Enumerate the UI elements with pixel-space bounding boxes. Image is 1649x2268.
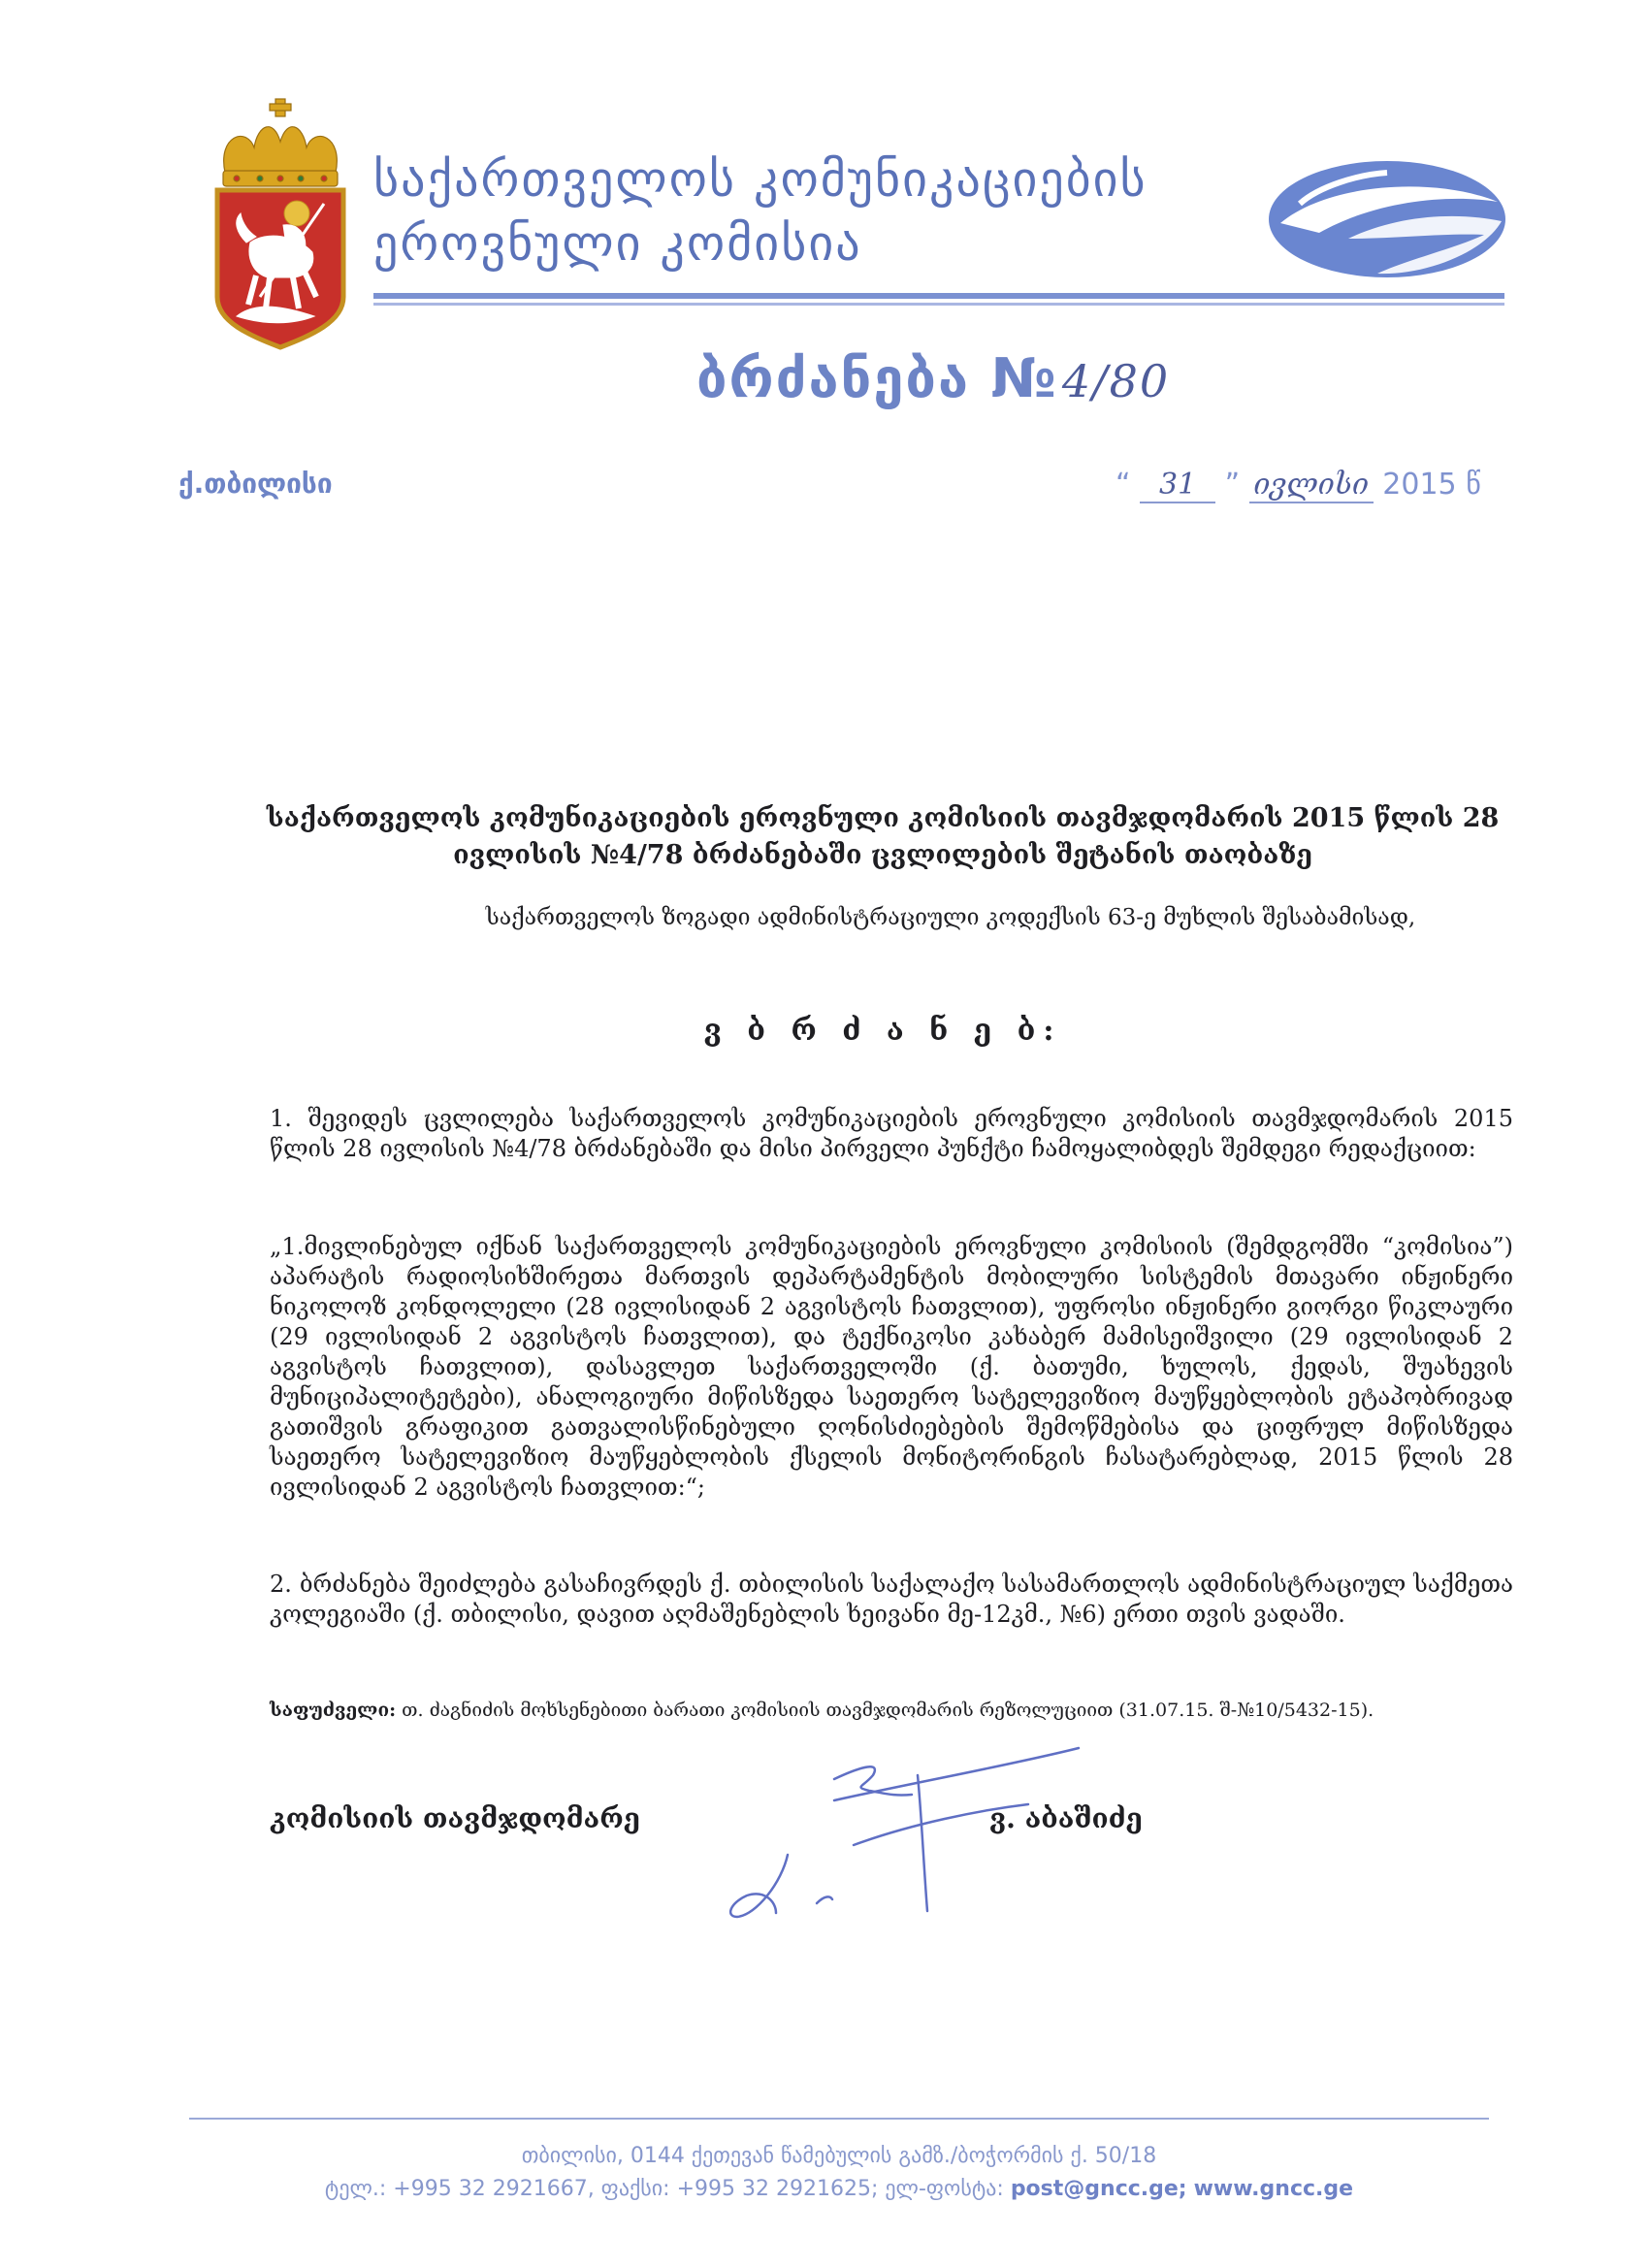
date-close-quote: ” xyxy=(1224,468,1241,502)
order-number: 4/80 xyxy=(1061,355,1171,407)
date-year: 2015 xyxy=(1382,468,1457,502)
date-day: 31 xyxy=(1140,468,1215,503)
date-line xyxy=(1116,468,1481,503)
legal-basis: საქართველოს ზოგადი ადმინისტრაციული კოდექსის 63-ე მუხლის შესაბამისად, xyxy=(485,905,1416,930)
footer-website-link[interactable]: www.gncc.ge xyxy=(1193,2177,1354,2201)
order-item-2: 2. ბრძანება შეიძლება გასაჩივრდეს ქ. თბილისის საქალაქო სასამართლოს ადმინისტრაციულ საქმეთა კოლეგიაში (ქ. თბილისი, დავით აღმაშენებლის ხეივანი მე-12კმ., №6) ერთი თვის ვადაში. xyxy=(270,1571,1513,1628)
orders-heading: ვ ბ რ ძ ა ნ ე ბ: xyxy=(703,1014,1062,1048)
footer-phone-fax: ტელ.: +995 32 2921667, ფაქსი: +995 32 2921625; ელ-ფოსტა: xyxy=(324,2177,1004,2201)
footer-email-link[interactable]: post@gncc.ge; xyxy=(1010,2177,1187,2201)
city-label: ქ.თბილისი xyxy=(178,468,333,500)
footer-divider xyxy=(189,2118,1489,2120)
header-divider xyxy=(373,291,1504,310)
coat-of-arms-icon xyxy=(208,97,353,351)
order-item-1: 1. შევიდეს ცვლილება საქართველოს კომუნიკაციების ეროვნული კომისიის თავმჯდომარის 2015 წლის 28 ივლისის №4/78 ბრძანებაში და მისი პირველი პუნქტი ჩამოყალიბდეს შემდეგი რედაქციით: xyxy=(270,1105,1513,1162)
date-month: ივლისი xyxy=(1249,468,1374,503)
basis-note-text: თ. ძაგნიძის მოხსენებითი ბარათი კომისიის თავმჯდომარის რეზოლუციით (31.07.15. შ-№10/5432-15). xyxy=(396,1700,1374,1721)
order-title xyxy=(696,347,1201,410)
signatory-title: კომისიის თავმჯდომარე xyxy=(270,1802,640,1834)
organization-name-line2: ეროვნული კომისია xyxy=(373,215,862,272)
order-item-1-quote: „1.მივლინებულ იქნან საქართველოს კომუნიკაციების ეროვნული კომისიის (შემდგომში “კომისია”) აპარატის რადიოსიხშირეთა მართვის დეპარტამენტის მობილური სისტემის მთავარი ინჟინერი ნიკოლოზ კონდოლელი (28 ივლისიდან 2 აგვისტოს ჩათვლით), უფროსი ინჟინერი გიორგი წიკლაური (29 ივლისიდან 2 აგვისტოს ჩათვლით), და ტექნიკოსი კახაბერ მამისეიშვილი (29 ივლისიდან 2 აგვისტოს ჩათვლით), დასავლეთ საქართველოში (ქ. ბათუმი, ხულოს, ქედას, შუახევის მუნიციპალიტეტები), ანალოგიური მიწისზედა საეთერო სატელევიზიო მაუწყებლობის ეტაპობრივად გათიშვის გრაფიკით გათვალისწინებული ღონისძიებების შემოწმებისა და ციფრულ მიწისზედა საეთერო სატელევიზიო მაუწყებლობის ქსელის მონიტორინგის ჩასატარებლად, 2015 წლის 28 ივლისიდან 2 აგვისტოს ჩათვლით:“; xyxy=(270,1233,1513,1501)
footer-address: თბილისი, 0144 ქეთევან წამებულის გამზ./ბოჭორმის ქ. 50/18 xyxy=(521,2144,1157,2168)
basis-note xyxy=(270,1698,1531,1723)
date-suffix: წ xyxy=(1466,468,1481,502)
signatory-name: ვ. აბაშიძე xyxy=(989,1802,1143,1834)
basis-note-label: საფუძველი: xyxy=(270,1700,397,1721)
footer-contacts xyxy=(189,2177,1489,2201)
organization-name-line1: საქართველოს კომუნიკაციების xyxy=(373,151,1148,208)
order-title-label: ბრძანება № xyxy=(696,347,1058,410)
gncc-logo-icon xyxy=(1261,155,1508,281)
date-open-quote: “ xyxy=(1116,468,1131,502)
document-title: საქართველოს კომუნიკაციების ეროვნული კომისიის თავმჯდომარის 2015 წლის 28 ივლისის №4/78 ბრძანებაში ცვლილების შეტანის თაობაზე xyxy=(266,803,1500,870)
organization-name xyxy=(373,147,1227,275)
